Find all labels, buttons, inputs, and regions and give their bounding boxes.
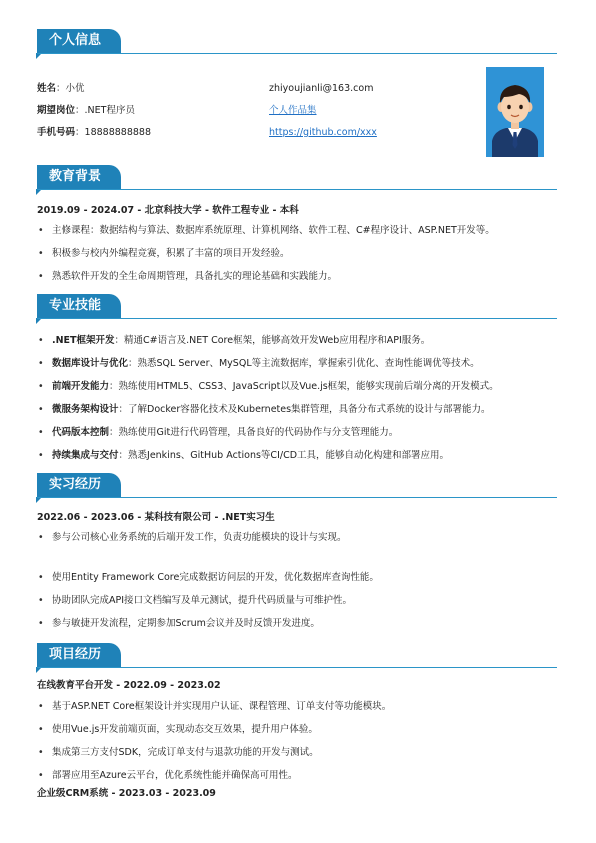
list-item: • 积极参与校内外编程竞赛，积累了丰富的项目开发经验。 [37,247,557,270]
skills-list [37,334,557,472]
name-label: 姓名 [37,83,57,94]
list-item: • 微服务架构设计：了解Docker容器化技术及Kubernetes集群管理，具备分布式系统的设计与部署能力。 [37,403,557,426]
section-education [37,165,557,191]
internship-list [37,531,557,640]
list-item: • 部署应用至Azure云平台，优化系统性能并确保高可用性。 [37,769,557,786]
section-internship [37,473,557,499]
list-item: • 参与公司核心业务系统的后端开发工作，负责功能模块的设计与实现。 [37,531,557,571]
list-item: • 代码版本控制：熟练使用Git进行代码管理，具备良好的代码协作与分支管理能力。 [37,426,557,449]
list-item: • 熟悉软件开发的全生命周期管理，具备扎实的理论基础和实践能力。 [37,270,557,293]
list-item: • 主修课程：数据结构与算法、数据库系统原理、计算机网络、软件工程、C#程序设计、ASP.NET开发等。 [37,224,557,247]
education-list [37,224,557,293]
project1-list [37,700,557,786]
list-item: • 前端开发能力：熟练使用HTML5、CSS3、JavaScript以及Vue.js框架，能够实现前后端分离的开发模式。 [37,380,557,403]
phone-value: 18888888888 [84,127,152,138]
position-value: .NET程序员 [84,105,135,116]
list-item: • .NET框架开发：精通C#语言及.NET Core框架，能够高效开发Web应用程序和API服务。 [37,334,557,357]
name-row: 姓名：小优 [37,83,85,94]
phone-label: 手机号码 [37,127,76,138]
position-label: 期望岗位 [37,105,76,116]
phone-row: 手机号码：18888888888 [37,127,152,138]
list-item: • 参与敏捷开发流程，定期参加Scrum会议并及时反馈开发进度。 [37,617,557,640]
internship-header: 2022.06 - 2023.06 - 某科技有限公司 - .NET实习生 [37,512,275,523]
list-item: • 集成第三方支付SDK，完成订单支付与退款功能的开发与测试。 [37,746,557,769]
list-item: • 持续集成与交付：熟悉Jenkins、GitHub Actions等CI/CD工具，能够自动化构建和部署应用。 [37,449,557,472]
list-item: • 数据库设计与优化：熟悉SQL Server、MySQL等主流数据库，掌握索引优化、查询性能调优等技术。 [37,357,557,380]
avatar-icon [486,67,544,157]
position-row: 期望岗位：.NET程序员 [37,105,135,116]
section-title-personal: 个人信息 [37,29,121,53]
email-text: zhiyoujianli@163.com [269,83,374,94]
section-projects [37,643,557,669]
section-title-projects: 项目经历 [37,643,121,667]
list-item: • 协助团队完成API接口文档编写及单元测试，提升代码质量与可维护性。 [37,594,557,617]
github-link[interactable]: https://github.com/xxx [269,127,377,138]
name-value: 小优 [65,83,85,94]
project1-header: 在线教育平台开发 - 2022.09 - 2023.02 [37,680,221,691]
section-title-skills: 专业技能 [37,294,121,318]
list-item: • 使用Entity Framework Core完成数据访问层的开发，优化数据库查询性能。 [37,571,557,594]
list-item: • 使用Vue.js开发前端页面，实现动态交互效果，提升用户体验。 [37,723,557,746]
avatar [486,67,544,157]
section-personal [37,29,557,55]
section-title-internship: 实习经历 [37,473,121,497]
project2-header: 企业级CRM系统 - 2023.03 - 2023.09 [37,788,216,799]
portfolio-link[interactable]: 个人作品集 [269,105,317,116]
section-skills [37,294,557,320]
section-title-education: 教育背景 [37,165,121,189]
education-header: 2019.09 - 2024.07 - 北京科技大学 - 软件工程专业 - 本科 [37,205,299,216]
list-item: • 基于ASP.NET Core框架设计并实现用户认证、课程管理、订单支付等功能模块。 [37,700,557,723]
